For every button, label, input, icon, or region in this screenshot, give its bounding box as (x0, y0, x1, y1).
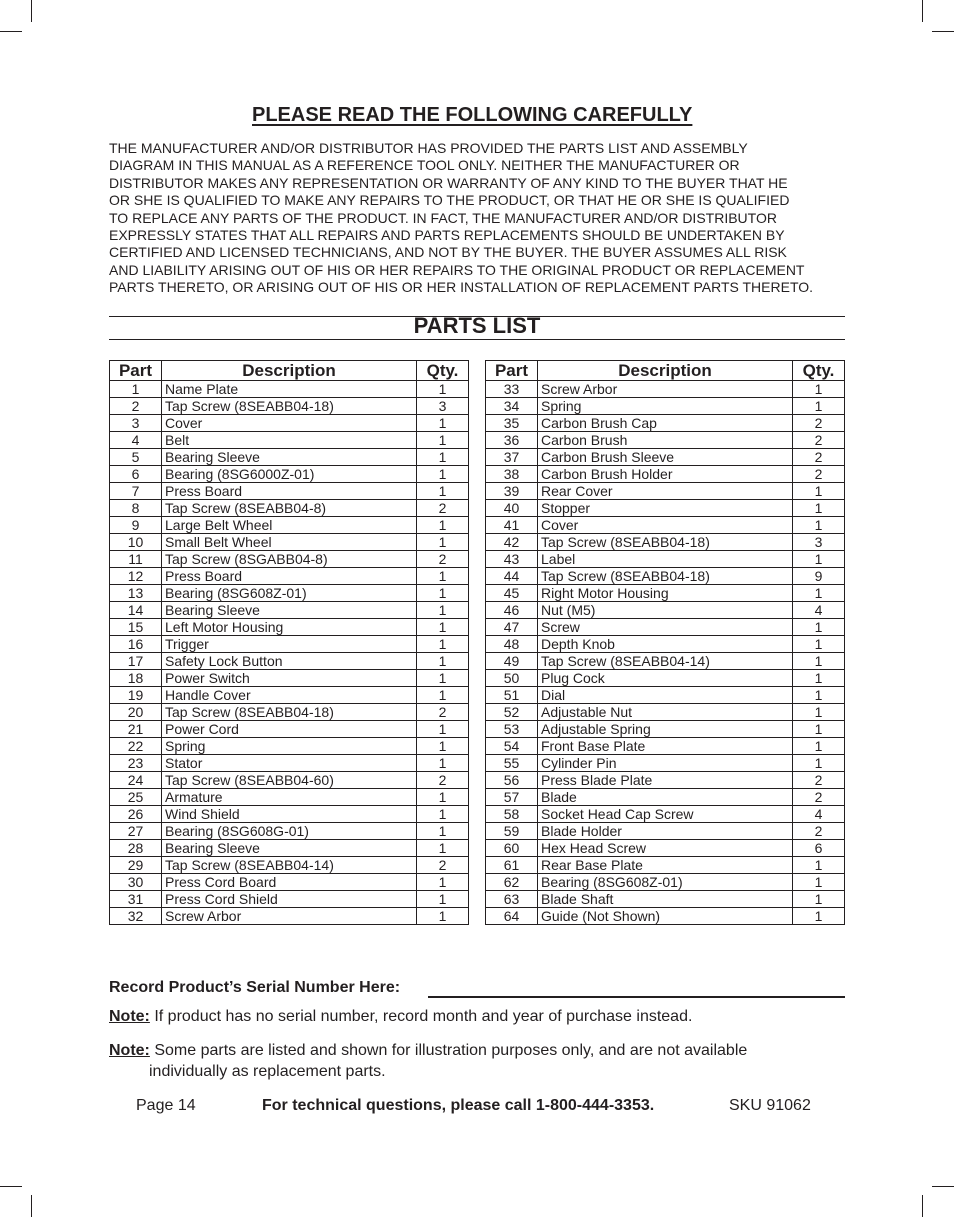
qty-cell: 1 (793, 908, 845, 925)
description-column-header: Description (162, 361, 417, 381)
description-cell: Trigger (162, 636, 417, 653)
description-cell: Bearing (8SG608G-01) (162, 823, 417, 840)
description-cell: Tap Screw (8SEABB04-8) (162, 500, 417, 517)
qty-cell: 1 (793, 381, 845, 398)
part-column-header: Part (110, 361, 162, 381)
note-label: Note: (109, 1042, 150, 1059)
qty-cell: 1 (417, 568, 469, 585)
qty-cell: 1 (793, 721, 845, 738)
part-number-cell: 58 (486, 806, 538, 823)
part-number-cell: 26 (110, 806, 162, 823)
description-cell: Bearing Sleeve (162, 840, 417, 857)
part-number-cell: 10 (110, 534, 162, 551)
table-row (110, 551, 469, 568)
qty-column-header: Qty. (417, 361, 469, 381)
description-cell: Press Board (162, 483, 417, 500)
qty-cell: 9 (793, 568, 845, 585)
qty-cell: 1 (793, 857, 845, 874)
crop-mark (932, 31, 954, 32)
qty-cell: 1 (417, 636, 469, 653)
description-cell: Press Cord Shield (162, 891, 417, 908)
qty-cell: 1 (417, 619, 469, 636)
table-row (110, 823, 469, 840)
part-number-cell: 60 (486, 840, 538, 857)
qty-cell: 1 (793, 653, 845, 670)
description-cell: Depth Knob (538, 636, 793, 653)
part-number-cell: 55 (486, 755, 538, 772)
qty-cell: 1 (417, 517, 469, 534)
part-number-cell: 47 (486, 619, 538, 636)
table-row (486, 704, 845, 721)
qty-cell: 2 (793, 415, 845, 432)
table-row (110, 619, 469, 636)
description-cell: Tap Screw (8SEABB04-14) (538, 653, 793, 670)
part-number-cell: 4 (110, 432, 162, 449)
description-cell: Wind Shield (162, 806, 417, 823)
table-row (486, 636, 845, 653)
qty-cell: 6 (793, 840, 845, 857)
note-text: Some parts are listed and shown for illustration purposes only, and are not available (149, 1042, 748, 1059)
table-row (110, 415, 469, 432)
description-cell: Safety Lock Button (162, 653, 417, 670)
table-row (486, 755, 845, 772)
description-cell: Tap Screw (8SGABB04-8) (162, 551, 417, 568)
table-row (110, 704, 469, 721)
qty-cell: 1 (417, 755, 469, 772)
part-number-cell: 15 (110, 619, 162, 636)
description-cell: Tap Screw (8SEABB04-14) (162, 857, 417, 874)
qty-cell: 4 (793, 806, 845, 823)
part-number-cell: 56 (486, 772, 538, 789)
qty-cell: 2 (793, 772, 845, 789)
qty-cell: 1 (417, 738, 469, 755)
part-number-cell: 11 (110, 551, 162, 568)
description-cell: Cover (162, 415, 417, 432)
table-row (486, 670, 845, 687)
part-number-cell: 54 (486, 738, 538, 755)
description-cell: Name Plate (162, 381, 417, 398)
serial-number-field (428, 996, 845, 998)
table-row (486, 398, 845, 415)
table-row (486, 415, 845, 432)
part-number-cell: 19 (110, 687, 162, 704)
qty-cell: 1 (793, 483, 845, 500)
part-number-cell: 8 (110, 500, 162, 517)
description-cell: Tap Screw (8SEABB04-18) (162, 704, 417, 721)
disclaimer-line: DISTRIBUTOR MAKES ANY REPRESENTATION OR WARRANTY OF ANY KIND TO THE BUYER THAT HE (109, 174, 788, 191)
part-number-cell: 57 (486, 789, 538, 806)
description-cell: Bearing (8SG608Z-01) (162, 585, 417, 602)
description-cell: Carbon Brush Cap (538, 415, 793, 432)
qty-cell: 1 (793, 738, 845, 755)
table-row (486, 806, 845, 823)
qty-cell: 2 (793, 449, 845, 466)
table-row (486, 551, 845, 568)
part-number-cell: 34 (486, 398, 538, 415)
description-cell: Carbon Brush Sleeve (538, 449, 793, 466)
table-row (486, 857, 845, 874)
support-phone: For technical questions, please call 1-800-444-3353. (262, 1097, 655, 1114)
parts-list-title: PARTS LIST (413, 313, 541, 338)
disclaimer-line: EXPRESSLY STATES THAT ALL REPAIRS AND PARTS REPLACEMENTS SHOULD BE UNDERTAKEN BY (109, 227, 785, 244)
table-row (486, 432, 845, 449)
sku-number: SKU 91062 (729, 1097, 811, 1114)
serial-number-label: Record Product’s Serial Number Here: (109, 979, 401, 996)
description-cell: Cover (538, 517, 793, 534)
disclaimer-line: THE MANUFACTURER AND/OR DISTRIBUTOR HAS PROVIDED THE PARTS LIST AND ASSEMBLY (109, 140, 748, 156)
qty-cell: 1 (793, 619, 845, 636)
crop-mark (0, 1186, 22, 1187)
crop-mark (932, 1186, 954, 1187)
table-row (486, 381, 845, 398)
part-number-cell: 32 (110, 908, 162, 925)
description-cell: Stator (162, 755, 417, 772)
table-row (486, 500, 845, 517)
table-row (486, 874, 845, 891)
table-row (486, 466, 845, 483)
table-row (110, 908, 469, 925)
parts-table-right (485, 360, 845, 925)
description-cell: Bearing (8SG6000Z-01) (162, 466, 417, 483)
table-row (486, 534, 845, 551)
table-row (110, 432, 469, 449)
crop-mark (922, 0, 923, 22)
part-number-cell: 59 (486, 823, 538, 840)
part-number-cell: 23 (110, 755, 162, 772)
table-row (110, 874, 469, 891)
part-number-cell: 27 (110, 823, 162, 840)
part-number-cell: 52 (486, 704, 538, 721)
description-cell: Tap Screw (8SEABB04-60) (162, 772, 417, 789)
part-number-cell: 35 (486, 415, 538, 432)
note-label: Note: (109, 1008, 150, 1025)
description-cell: Rear Base Plate (538, 857, 793, 874)
qty-cell: 1 (417, 721, 469, 738)
table-row (486, 687, 845, 704)
table-row (110, 772, 469, 789)
part-number-cell: 6 (110, 466, 162, 483)
qty-cell: 2 (793, 789, 845, 806)
description-cell: Front Base Plate (538, 738, 793, 755)
part-number-cell: 5 (110, 449, 162, 466)
note-text-continued: individually as replacement parts. (149, 1063, 386, 1080)
part-column-header: Part (486, 361, 538, 381)
part-number-cell: 33 (486, 381, 538, 398)
description-cell: Belt (162, 432, 417, 449)
table-row (110, 721, 469, 738)
part-number-cell: 42 (486, 534, 538, 551)
part-number-cell: 21 (110, 721, 162, 738)
description-cell: Dial (538, 687, 793, 704)
table-row (486, 568, 845, 585)
table-row (486, 619, 845, 636)
qty-cell: 4 (793, 602, 845, 619)
part-number-cell: 53 (486, 721, 538, 738)
qty-cell: 1 (793, 704, 845, 721)
description-cell: Press Board (162, 568, 417, 585)
qty-cell: 2 (417, 857, 469, 874)
qty-cell: 1 (417, 449, 469, 466)
disclaimer-line: OR SHE IS QUALIFIED TO MAKE ANY REPAIRS TO THE PRODUCT, OR THAT HE OR SHE IS QUALIFIED (109, 192, 790, 209)
description-cell: Blade Shaft (538, 891, 793, 908)
part-number-cell: 2 (110, 398, 162, 415)
qty-cell: 1 (793, 687, 845, 704)
table-row (486, 840, 845, 857)
qty-cell: 1 (417, 432, 469, 449)
table-row (110, 857, 469, 874)
qty-cell: 1 (793, 670, 845, 687)
part-number-cell: 12 (110, 568, 162, 585)
part-number-cell: 50 (486, 670, 538, 687)
qty-cell: 2 (417, 551, 469, 568)
part-number-cell: 51 (486, 687, 538, 704)
part-number-cell: 40 (486, 500, 538, 517)
table-row (486, 908, 845, 925)
table-row (110, 653, 469, 670)
disclaimer-line: AND LIABILITY ARISING OUT OF HIS OR HER REPAIRS TO THE ORIGINAL PRODUCT OR REPLACEMENT (109, 261, 805, 278)
table-row (486, 823, 845, 840)
qty-cell: 2 (793, 432, 845, 449)
disclaimer-line: DIAGRAM IN THIS MANUAL AS A REFERENCE TOOL ONLY. NEITHER THE MANUFACTURER OR (109, 157, 740, 174)
description-cell: Spring (538, 398, 793, 415)
qty-cell: 1 (793, 636, 845, 653)
qty-cell: 1 (793, 517, 845, 534)
table-row (110, 687, 469, 704)
qty-column-header: Qty. (793, 361, 845, 381)
table-row (486, 483, 845, 500)
qty-cell: 3 (417, 398, 469, 415)
part-number-cell: 61 (486, 857, 538, 874)
part-number-cell: 48 (486, 636, 538, 653)
qty-cell: 1 (417, 415, 469, 432)
part-number-cell: 38 (486, 466, 538, 483)
description-cell: Power Cord (162, 721, 417, 738)
part-number-cell: 7 (110, 483, 162, 500)
table-row (486, 789, 845, 806)
description-column-header: Description (538, 361, 793, 381)
qty-cell: 2 (793, 466, 845, 483)
part-number-cell: 29 (110, 857, 162, 874)
disclaimer-line: CERTIFIED AND LICENSED TECHNICIANS, AND NOT BY THE BUYER. THE BUYER ASSUMES ALL RISK (109, 244, 787, 261)
description-cell: Left Motor Housing (162, 619, 417, 636)
part-number-cell: 17 (110, 653, 162, 670)
table-row (110, 755, 469, 772)
table-row (110, 398, 469, 415)
description-cell: Power Switch (162, 670, 417, 687)
description-cell: Large Belt Wheel (162, 517, 417, 534)
part-number-cell: 31 (110, 891, 162, 908)
qty-cell: 1 (417, 381, 469, 398)
description-cell: Bearing Sleeve (162, 449, 417, 466)
qty-cell: 1 (793, 874, 845, 891)
qty-cell: 3 (793, 534, 845, 551)
description-cell: Guide (Not Shown) (538, 908, 793, 925)
qty-cell: 2 (793, 823, 845, 840)
qty-cell: 1 (417, 789, 469, 806)
part-number-cell: 24 (110, 772, 162, 789)
description-cell: Plug Cock (538, 670, 793, 687)
part-number-cell: 22 (110, 738, 162, 755)
description-cell: Press Cord Board (162, 874, 417, 891)
description-cell: Carbon Brush Holder (538, 466, 793, 483)
part-number-cell: 20 (110, 704, 162, 721)
description-cell: Cylinder Pin (538, 755, 793, 772)
crop-mark (922, 1195, 923, 1217)
qty-cell: 2 (417, 704, 469, 721)
description-cell: Blade (538, 789, 793, 806)
description-cell: Press Blade Plate (538, 772, 793, 789)
description-cell: Bearing (8SG608Z-01) (538, 874, 793, 891)
description-cell: Screw Arbor (538, 381, 793, 398)
description-cell: Spring (162, 738, 417, 755)
page-heading: PLEASE READ THE FOLLOWING CAREFULLY (252, 104, 693, 126)
disclaimer-line: TO REPLACE ANY PARTS OF THE PRODUCT. IN FACT, THE MANUFACTURER AND/OR DISTRIBUTOR (109, 209, 777, 226)
page-number: Page 14 (136, 1097, 196, 1114)
table-row (486, 721, 845, 738)
qty-cell: 2 (417, 772, 469, 789)
table-row (110, 585, 469, 602)
qty-cell: 1 (417, 823, 469, 840)
table-row (110, 517, 469, 534)
table-row (110, 381, 469, 398)
note-illustration (109, 1040, 849, 1082)
qty-cell: 1 (793, 891, 845, 908)
qty-cell: 1 (417, 687, 469, 704)
qty-cell: 2 (417, 500, 469, 517)
part-number-cell: 64 (486, 908, 538, 925)
table-row (486, 772, 845, 789)
table-row (486, 449, 845, 466)
description-cell: Label (538, 551, 793, 568)
part-number-cell: 28 (110, 840, 162, 857)
table-row (110, 789, 469, 806)
qty-cell: 1 (793, 585, 845, 602)
table-row (110, 449, 469, 466)
qty-cell: 1 (417, 670, 469, 687)
crop-mark (0, 31, 22, 32)
part-number-cell: 39 (486, 483, 538, 500)
table-row (486, 653, 845, 670)
part-number-cell: 13 (110, 585, 162, 602)
qty-cell: 1 (417, 534, 469, 551)
qty-cell: 1 (793, 500, 845, 517)
table-row (110, 636, 469, 653)
description-cell: Stopper (538, 500, 793, 517)
part-number-cell: 49 (486, 653, 538, 670)
part-number-cell: 44 (486, 568, 538, 585)
note-serial (109, 1006, 692, 1027)
table-row (486, 738, 845, 755)
qty-cell: 1 (417, 891, 469, 908)
description-cell: Small Belt Wheel (162, 534, 417, 551)
part-number-cell: 36 (486, 432, 538, 449)
table-row (486, 602, 845, 619)
description-cell: Nut (M5) (538, 602, 793, 619)
description-cell: Tap Screw (8SEABB04-18) (538, 568, 793, 585)
qty-cell: 1 (417, 602, 469, 619)
table-row (110, 806, 469, 823)
description-cell: Carbon Brush (538, 432, 793, 449)
description-cell: Right Motor Housing (538, 585, 793, 602)
part-number-cell: 45 (486, 585, 538, 602)
parts-table-left (109, 360, 469, 925)
part-number-cell: 37 (486, 449, 538, 466)
part-number-cell: 1 (110, 381, 162, 398)
description-cell: Screw (538, 619, 793, 636)
part-number-cell: 46 (486, 602, 538, 619)
note-text: If product has no serial number, record month and year of purchase instead. (149, 1008, 693, 1025)
table-row (110, 738, 469, 755)
part-number-cell: 41 (486, 517, 538, 534)
part-number-cell: 3 (110, 415, 162, 432)
qty-cell: 1 (793, 551, 845, 568)
table-header-row (110, 361, 469, 381)
description-cell: Adjustable Nut (538, 704, 793, 721)
description-cell: Adjustable Spring (538, 721, 793, 738)
qty-cell: 1 (793, 755, 845, 772)
description-cell: Handle Cover (162, 687, 417, 704)
crop-mark (31, 1195, 32, 1217)
part-number-cell: 62 (486, 874, 538, 891)
table-row (486, 585, 845, 602)
table-header-row (486, 361, 845, 381)
part-number-cell: 16 (110, 636, 162, 653)
table-row (486, 517, 845, 534)
part-number-cell: 43 (486, 551, 538, 568)
disclaimer-text (109, 140, 849, 297)
table-row (110, 568, 469, 585)
qty-cell: 1 (417, 874, 469, 891)
qty-cell: 1 (793, 398, 845, 415)
description-cell: Tap Screw (8SEABB04-18) (162, 398, 417, 415)
table-row (110, 483, 469, 500)
table-row (110, 891, 469, 908)
table-row (110, 840, 469, 857)
divider (109, 339, 845, 340)
qty-cell: 1 (417, 483, 469, 500)
description-cell: Tap Screw (8SEABB04-18) (538, 534, 793, 551)
part-number-cell: 30 (110, 874, 162, 891)
part-number-cell: 9 (110, 517, 162, 534)
part-number-cell: 14 (110, 602, 162, 619)
part-number-cell: 63 (486, 891, 538, 908)
qty-cell: 1 (417, 806, 469, 823)
description-cell: Bearing Sleeve (162, 602, 417, 619)
table-row (110, 602, 469, 619)
description-cell: Socket Head Cap Screw (538, 806, 793, 823)
part-number-cell: 25 (110, 789, 162, 806)
description-cell: Armature (162, 789, 417, 806)
qty-cell: 1 (417, 653, 469, 670)
description-cell: Blade Holder (538, 823, 793, 840)
qty-cell: 1 (417, 908, 469, 925)
table-row (486, 891, 845, 908)
description-cell: Hex Head Screw (538, 840, 793, 857)
table-row (110, 534, 469, 551)
table-row (110, 466, 469, 483)
description-cell: Rear Cover (538, 483, 793, 500)
qty-cell: 1 (417, 585, 469, 602)
qty-cell: 1 (417, 466, 469, 483)
description-cell: Screw Arbor (162, 908, 417, 925)
qty-cell: 1 (417, 840, 469, 857)
table-row (110, 670, 469, 687)
crop-mark (31, 0, 32, 22)
disclaimer-line: PARTS THERETO, OR ARISING OUT OF HIS OR HER INSTALLATION OF REPLACEMENT PARTS THERETO. (109, 279, 814, 296)
part-number-cell: 18 (110, 670, 162, 687)
table-row (110, 500, 469, 517)
